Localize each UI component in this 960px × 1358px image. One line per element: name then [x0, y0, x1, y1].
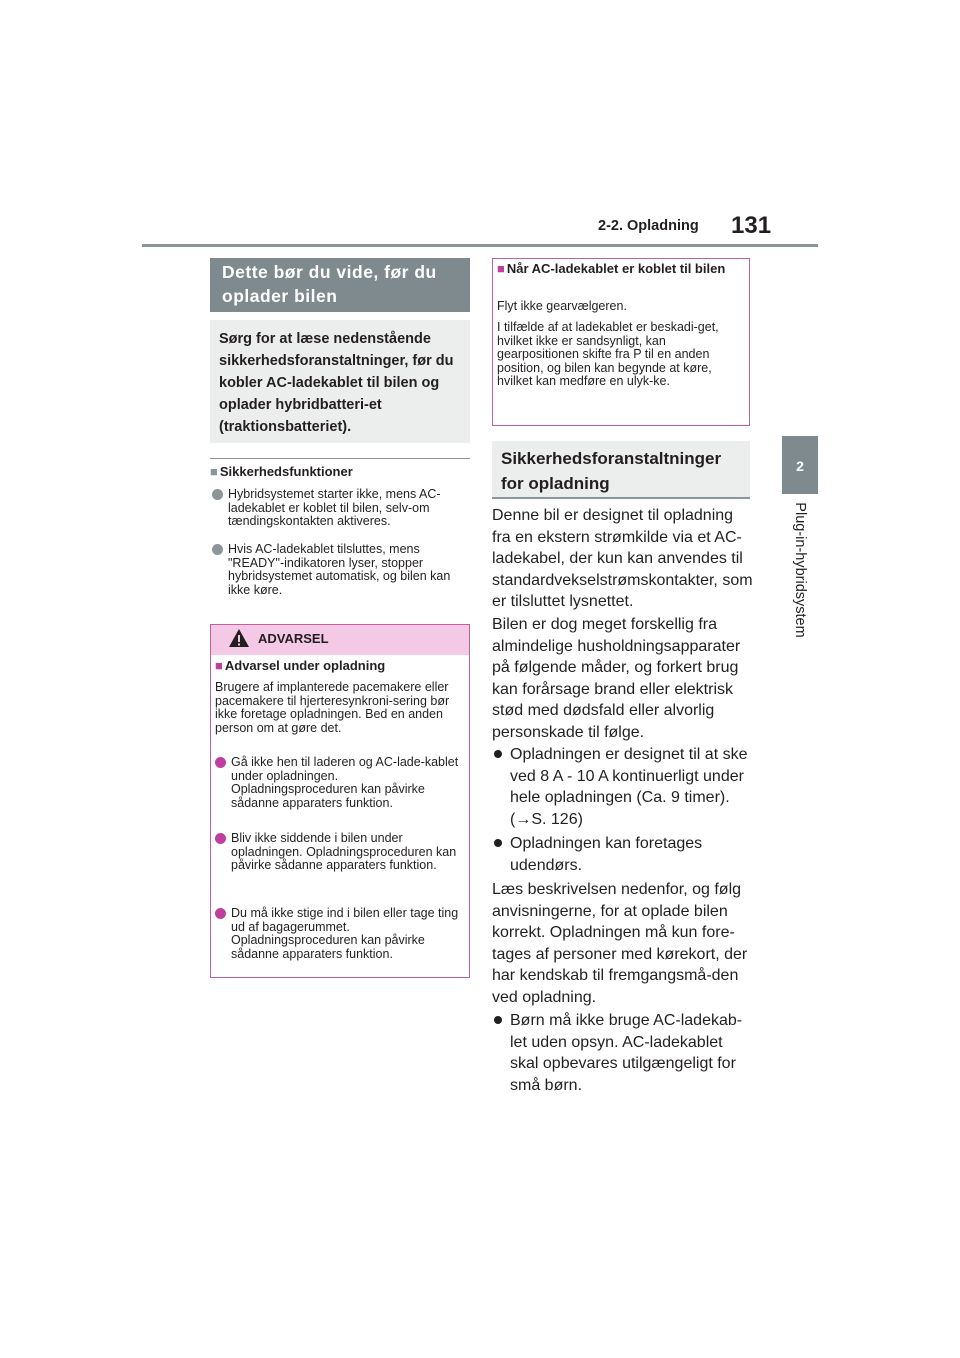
chapter-number: 2 [796, 458, 804, 474]
paragraph-2: Bilen er dog meget forskellig fra almindelige husholdningsapparater på følgende måder, og forkert brug kan forårsage brand eller elektrisk stød med dødsfald eller alvorlig personskade til følge. [492, 616, 741, 741]
paragraph-3: Læs beskrivelsen nedenfor, og følg anvisningerne, for at oplade bilen korrekt. Opladningen må kun fore-tages af personer med kørekort, der har kendskab til fremgangsmå-den ved opladning. [492, 881, 748, 1006]
warning-bullet-3: Du må ikke stige ind i bilen eller tage ting ud af bagagerummet. Opladningsproceduren kan påvirke sådanne apparaters funktion. [231, 906, 459, 961]
header-rule [142, 244, 818, 247]
warning-text: Brugere af implanterede pacemakere eller pacemakere til hjerteresynkroni-sering bør ikke foretage opladningen. Bed en anden person om at gøre det. [215, 680, 450, 735]
bullet-3: Børn må ikke bruge AC-ladekab-let uden opsyn. AC-ladekablet skal opbevares utilgængeligt for små børn. [510, 1012, 743, 1094]
bullet-dot-icon [215, 908, 226, 919]
left-divider [210, 458, 470, 459]
list-item [212, 488, 468, 533]
paragraph-1: Denne bil er designet til opladning fra en ekstern strømkilde via et AC-ladekabel, der kun kan anvendes til standardvekselstrømskontakter, som er tilsluttet lysnettet. [492, 507, 753, 610]
warning-title: ADVARSEL [258, 631, 329, 646]
bullet-2: Opladningen kan foretages udendørs. [510, 835, 703, 874]
bullet-dot-icon [215, 757, 226, 768]
list-item [492, 744, 754, 830]
square-marker-icon: ■ [497, 261, 505, 276]
intro-text: Sørg for at læse nedenstående sikkerhedsforanstaltninger, før du kobler AC-ladekablet til bilen og oplader hybridbatteri-et (traktionsbatteriet). [219, 331, 454, 435]
warning-heading-text: Advarsel under opladning [224, 658, 386, 673]
bullet-dot-icon [212, 544, 223, 555]
square-marker-icon: ■ [210, 464, 218, 479]
list-item [492, 833, 754, 877]
warning-heading [215, 658, 465, 674]
section-label: 2-2. Opladning [598, 218, 699, 234]
bullet-dot-icon [494, 839, 502, 847]
left-banner-title: Dette bør du vide, før du oplader bilen [222, 262, 437, 306]
safety-bullet-2: Hvis AC-ladekablet tilsluttes, mens "READY"-indikatoren lyser, stopper hybridsystemet automatisk, og bilen kan ikke køre. [228, 542, 451, 597]
page-number: 131 [731, 212, 772, 239]
safety-heading-text: Sikkerhedsfunktioner [219, 464, 353, 479]
info-line-2: I tilfælde af at ladekablet er beskadi-get, hvilket ikke er sandsynligt, kan gearpositionen skifte fra P til en anden position, og bilen kan begynde at køre, hvilket kan medføre en ulyk-ke. [497, 320, 719, 388]
bullet-dot-icon [212, 489, 223, 500]
info-heading-text: Når AC-ladekablet er koblet til bilen [506, 261, 726, 276]
safety-heading [210, 464, 470, 480]
bullet-dot-icon [494, 1016, 502, 1024]
list-item [492, 1010, 754, 1096]
square-marker-icon: ■ [215, 658, 223, 673]
warning-triangle-icon [228, 628, 250, 648]
info-line-1: Flyt ikke gearvælgeren. [497, 299, 627, 313]
chapter-label: Plug-in-hybridsystem [792, 502, 808, 638]
bullet-1: Opladningen er designet til at ske ved 8 A - 10 A kontinuerligt under hele opladningen (Ca. 9 timer). (→S. 126) [510, 746, 748, 828]
list-item [215, 907, 465, 969]
warning-bullet-1: Gå ikke hen til laderen og AC-lade-kablet under opladningen. Opladningsproceduren kan påvirke sådanne apparaters funktion. [231, 755, 459, 810]
list-item [215, 832, 465, 894]
bullet-dot-icon [215, 833, 226, 844]
warning-bullet-2: Bliv ikke siddende i bilen under opladningen. Opladningsproceduren kan påvirke sådanne apparaters funktion. [231, 831, 457, 872]
bullet-dot-icon [494, 750, 502, 758]
list-item [215, 756, 465, 818]
list-item [212, 543, 468, 603]
safety-bullet-1: Hybridsystemet starter ikke, mens AC-ladekablet er koblet til bilen, selv-om tændingskontakten aktiveres. [228, 487, 441, 528]
info-heading [497, 262, 743, 277]
right-banner-title: Sikkerhedsforanstaltninger for opladning [501, 449, 722, 493]
